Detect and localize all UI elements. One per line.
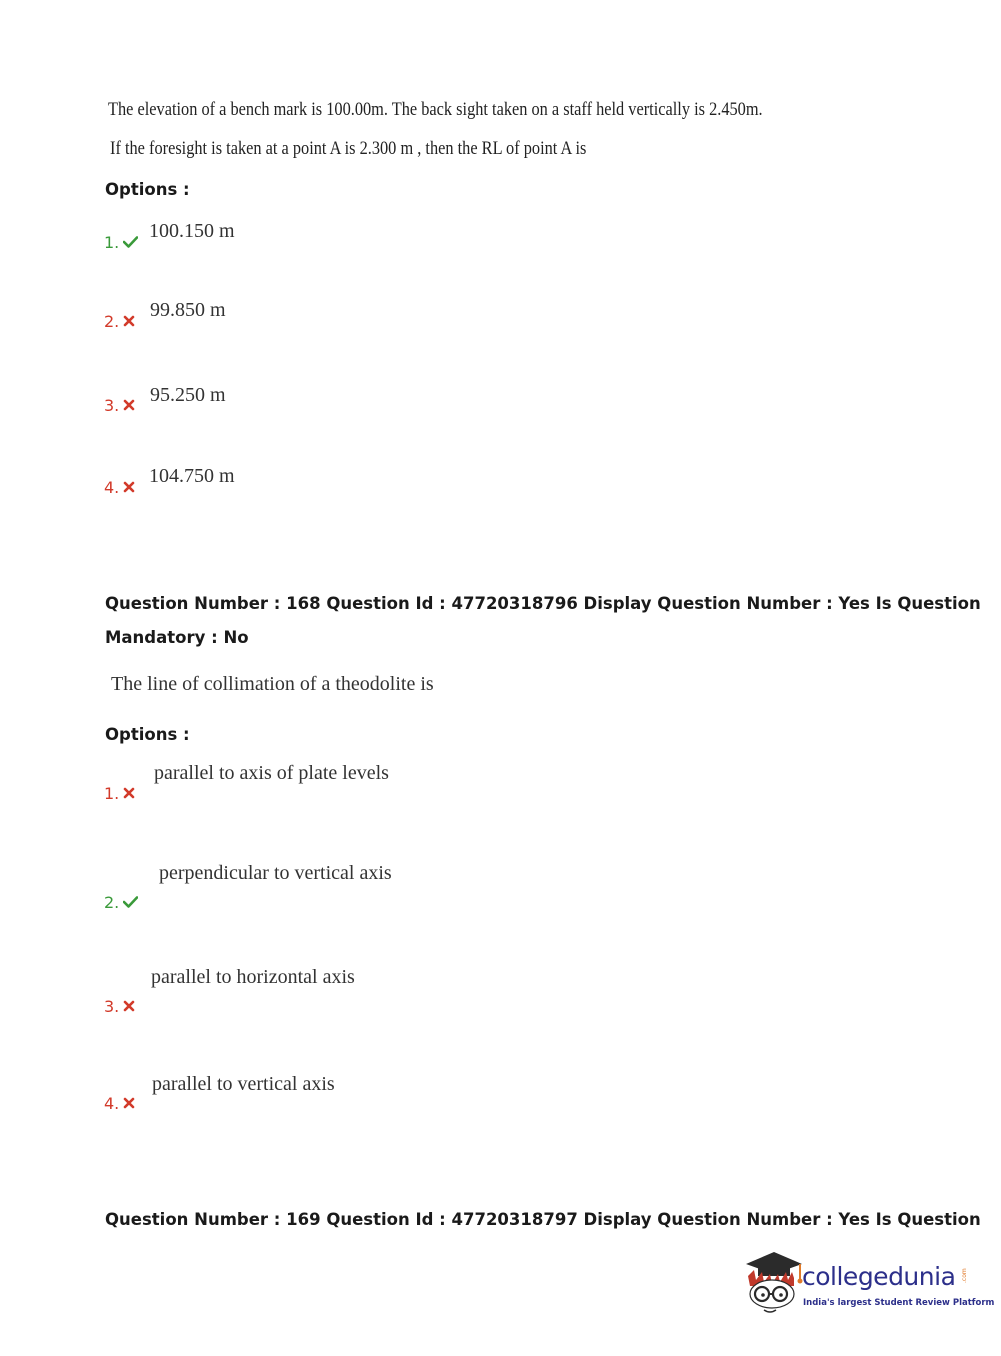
option-number: 2. xyxy=(104,893,120,912)
option-number: 4. xyxy=(104,1094,120,1113)
question-168-meta-line1: Question Number : 168 Question Id : 47720318796 Display Question Number : Yes Is Question xyxy=(105,594,981,613)
option-number: 2. xyxy=(104,312,120,331)
brand-suffix: .com xyxy=(961,1268,968,1283)
option-1 xyxy=(104,784,135,804)
mascot-icon xyxy=(742,1250,804,1316)
option-number: 1. xyxy=(104,784,120,803)
option-text: parallel to horizontal axis xyxy=(151,966,355,988)
option-3 xyxy=(104,396,135,416)
options-label: Options : xyxy=(105,180,190,199)
cross-icon xyxy=(123,786,135,804)
option-text: parallel to axis of plate levels xyxy=(154,762,389,784)
question-168-text: The line of collimation of a theodolite is xyxy=(111,673,434,695)
cross-icon xyxy=(123,999,135,1017)
option-4 xyxy=(104,478,135,498)
option-1 xyxy=(104,233,138,253)
option-text: parallel to vertical axis xyxy=(152,1073,335,1095)
option-2 xyxy=(104,893,138,913)
option-3 xyxy=(104,997,135,1017)
cross-icon xyxy=(123,398,135,416)
option-text: 95.250 m xyxy=(150,384,226,406)
option-number: 1. xyxy=(104,233,120,252)
question-167-text-line2: If the foresight is taken at a point A is 2.300 m , then the RL of point A is xyxy=(110,138,587,159)
check-icon xyxy=(123,895,138,913)
option-text: 104.750 m xyxy=(149,465,235,487)
question-167-text-line1: The elevation of a bench mark is 100.00m. The back sight taken on a staff held vertically is 2.450m. xyxy=(108,99,763,120)
cross-icon xyxy=(123,480,135,498)
question-168-meta-line2: Mandatory : No xyxy=(105,628,249,647)
cross-icon xyxy=(123,314,135,332)
option-2 xyxy=(104,312,135,332)
brand-tagline: India's largest Student Review Platform xyxy=(803,1298,995,1308)
brand-name: collegedunia xyxy=(802,1262,956,1291)
option-text: 100.150 m xyxy=(149,220,235,242)
option-number: 4. xyxy=(104,478,120,497)
option-text: perpendicular to vertical axis xyxy=(159,862,392,884)
options-label: Options : xyxy=(105,725,190,744)
collegedunia-logo xyxy=(742,1250,995,1320)
option-number: 3. xyxy=(104,997,120,1016)
cross-icon xyxy=(123,1096,135,1114)
question-169-meta-line1: Question Number : 169 Question Id : 47720318797 Display Question Number : Yes Is Question xyxy=(105,1210,981,1229)
option-4 xyxy=(104,1094,135,1114)
check-icon xyxy=(123,235,138,253)
option-text: 99.850 m xyxy=(150,299,226,321)
option-number: 3. xyxy=(104,396,120,415)
